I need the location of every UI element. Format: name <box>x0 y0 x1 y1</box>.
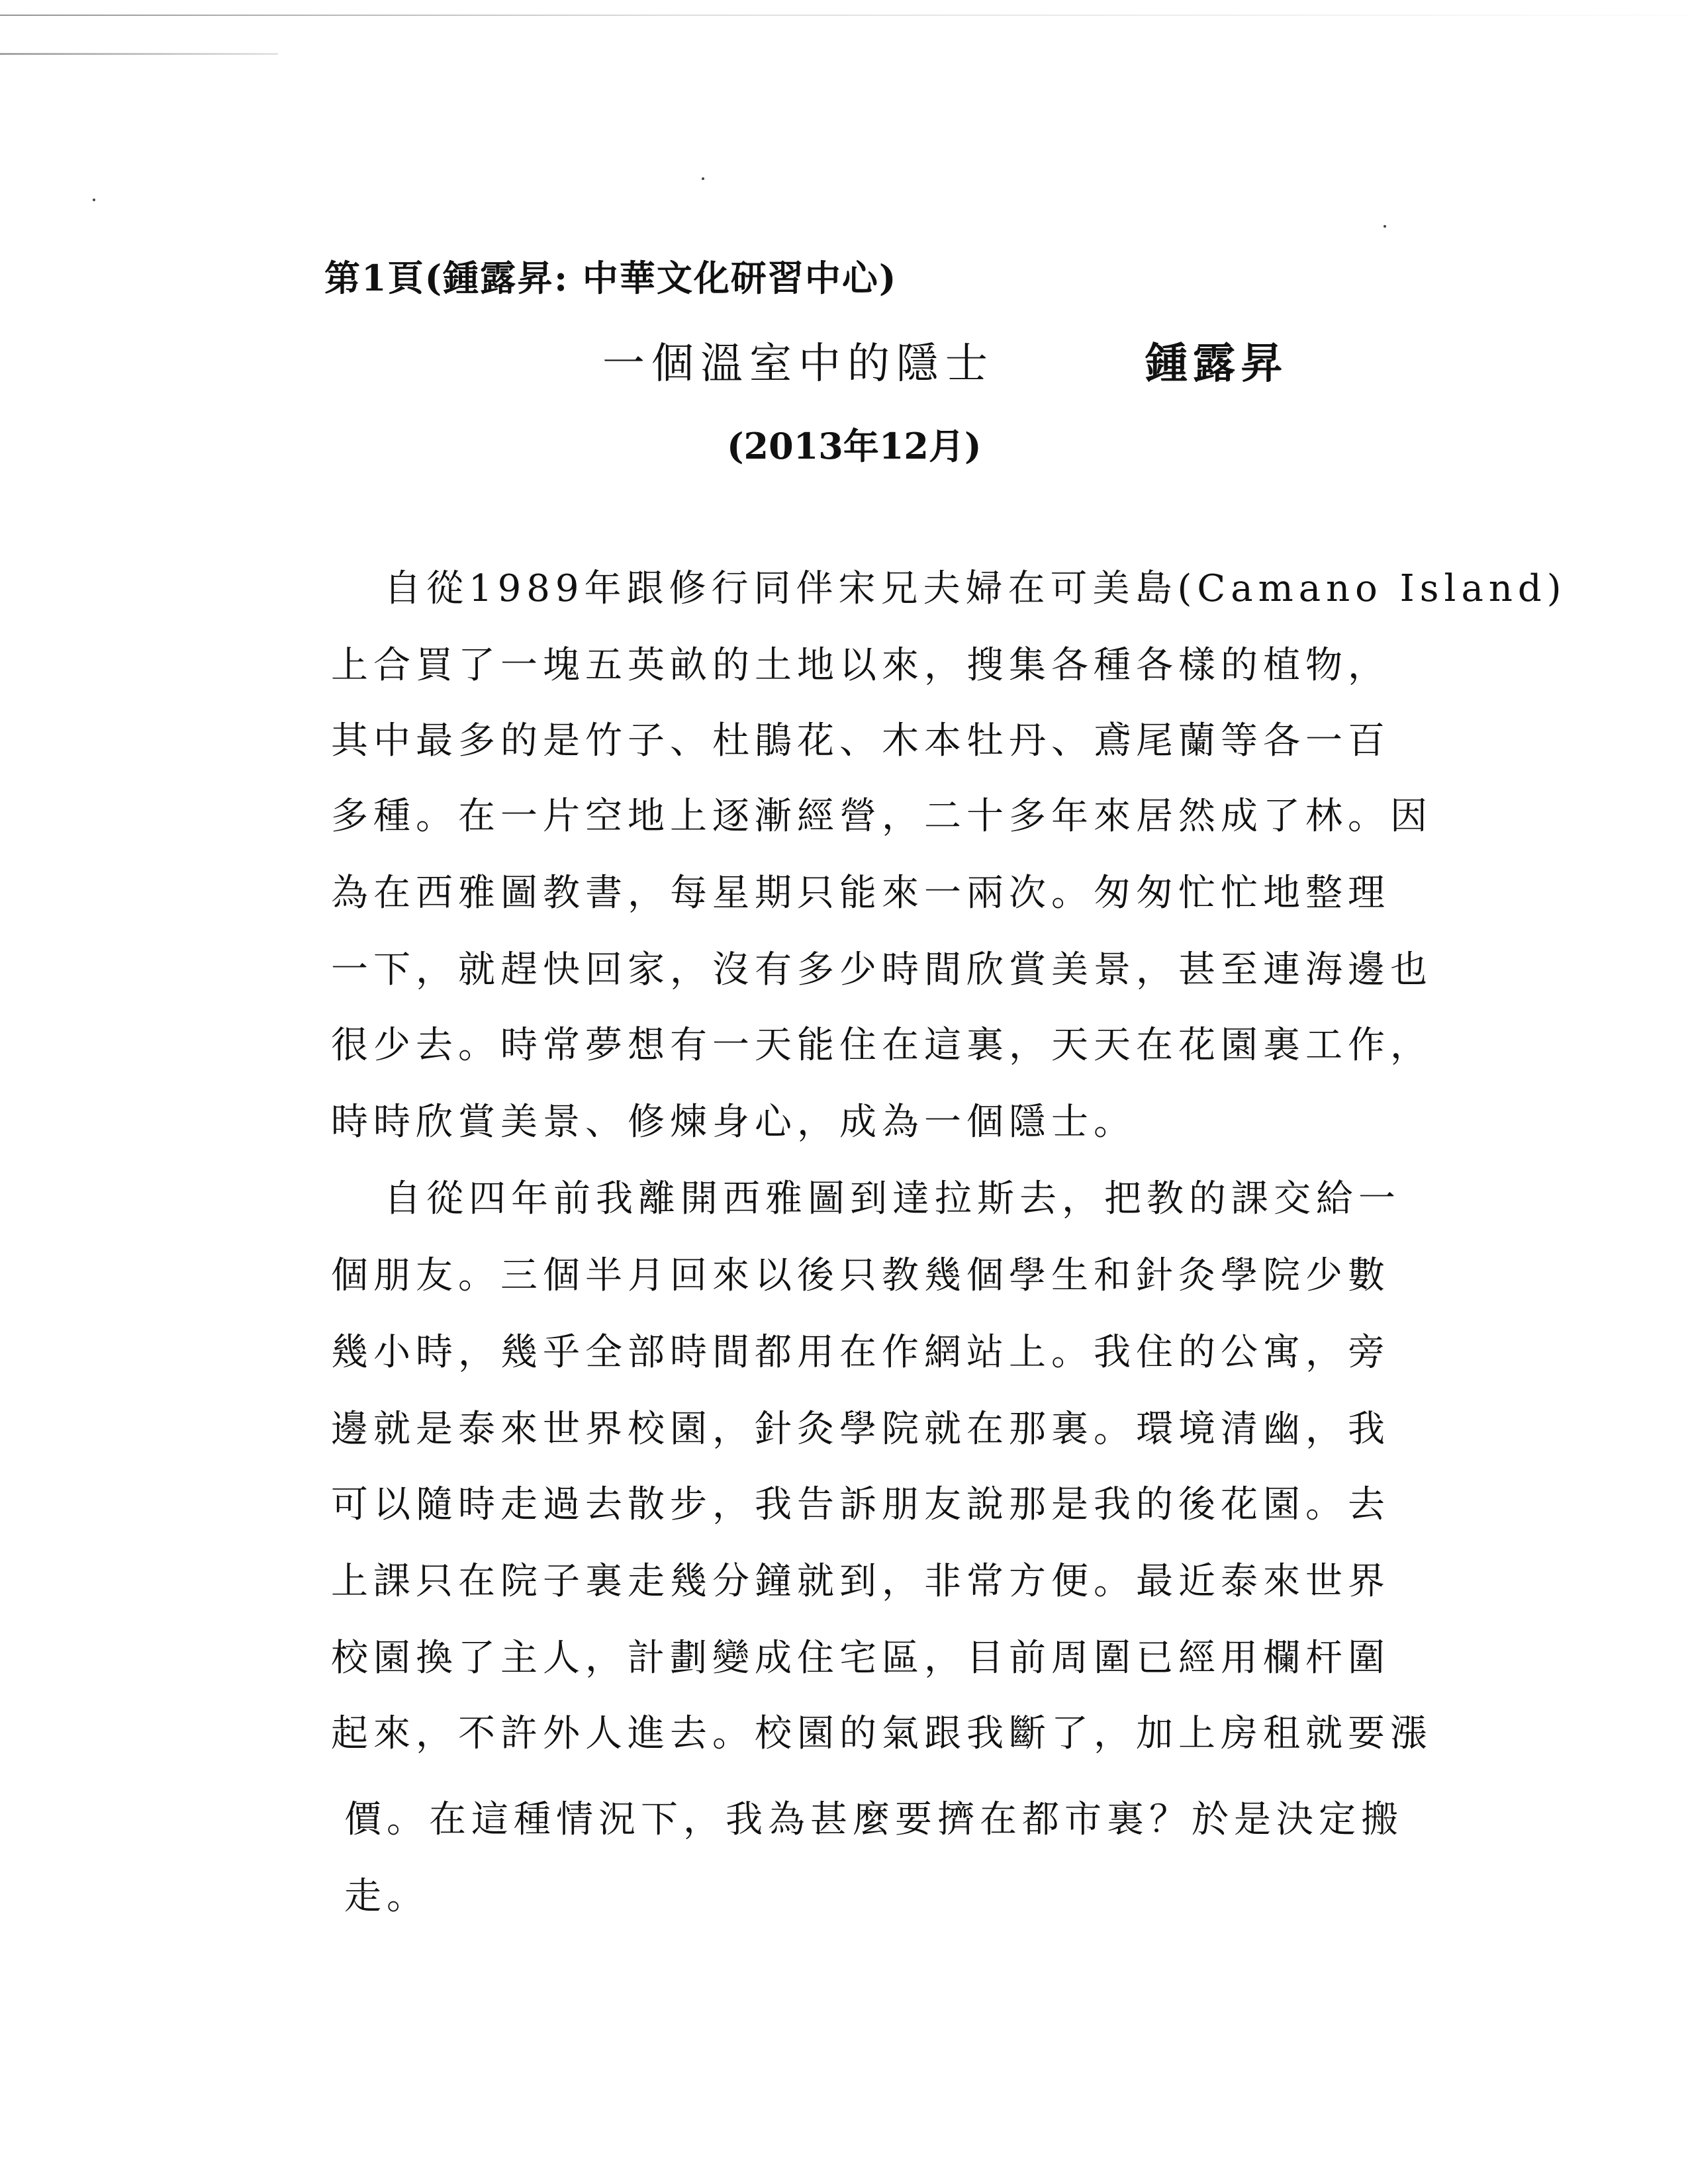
paragraph-2-line: 起來，不許外人進去。校園的氣跟我斷了，加上房租就要漲 <box>331 1712 1432 1755</box>
scan-speck <box>702 177 704 180</box>
paragraph-2-line: 邊就是泰來世界校園，針灸學院就在那裏。環境清幽，我 <box>331 1408 1390 1451</box>
paragraph-2-line: 走。 <box>344 1875 429 1918</box>
paragraph-2-line: 校園換了主人，計劃變成住宅區，目前周圍已經用欄杆圍 <box>331 1637 1390 1680</box>
scan-artifact-line <box>0 15 1688 16</box>
scan-speck <box>1383 225 1386 228</box>
paragraph-1-line: 很少去。時常夢想有一天能住在這裏，天天在花園裏工作， <box>331 1024 1432 1067</box>
paragraph-2-line: 個朋友。三個半月回來以後只教幾個學生和針灸學院少數 <box>331 1254 1390 1297</box>
paragraph-2-line: 可以隨時走過去散步，我告訴朋友說那是我的後花園。去 <box>331 1483 1390 1526</box>
paragraph-1-line: 自從1989年跟修行同伴宋兄夫婦在可美島(Camano Island) <box>384 567 1567 610</box>
paragraph-2-line: 幾小時，幾乎全部時間都用在作網站上。我住的公寓，旁 <box>331 1331 1390 1374</box>
paragraph-1-line: 時時欣賞美景、修煉身心，成為一個隱士。 <box>331 1101 1136 1144</box>
paragraph-2-line: 價。在這種情況下，我為甚麼要擠在都市裏？於是決定搬 <box>344 1798 1403 1841</box>
scan-speck <box>93 199 95 201</box>
paragraph-1-line: 上合買了一塊五英畝的土地以來，搜集各種各樣的植物， <box>331 644 1390 687</box>
scan-artifact-line <box>0 53 278 55</box>
page-header: 第1頁(鍾露昇: 中華文化研習中心) <box>324 257 898 299</box>
paragraph-1-line: 為在西雅圖教書，每星期只能來一兩次。匆匆忙忙地整理 <box>331 872 1390 915</box>
document-date: (2013年12月) <box>727 425 982 467</box>
document-author: 鍾露昇 <box>1145 339 1288 388</box>
document-title: 一個溫室中的隱士 <box>602 340 994 388</box>
paragraph-1-line: 多種。在一片空地上逐漸經營，二十多年來居然成了林。因 <box>331 795 1432 838</box>
paragraph-2-line: 上課只在院子裏走幾分鐘就到，非常方便。最近泰來世界 <box>331 1560 1390 1603</box>
paragraph-1-line: 其中最多的是竹子、杜鵑花、木本牡丹、鳶尾蘭等各一百 <box>331 719 1390 762</box>
paragraph-2-line: 自從四年前我離開西雅圖到達拉斯去，把教的課交給一 <box>384 1177 1401 1220</box>
paragraph-1-line: 一下，就趕快回家，沒有多少時間欣賞美景，甚至連海邊也 <box>331 948 1432 991</box>
